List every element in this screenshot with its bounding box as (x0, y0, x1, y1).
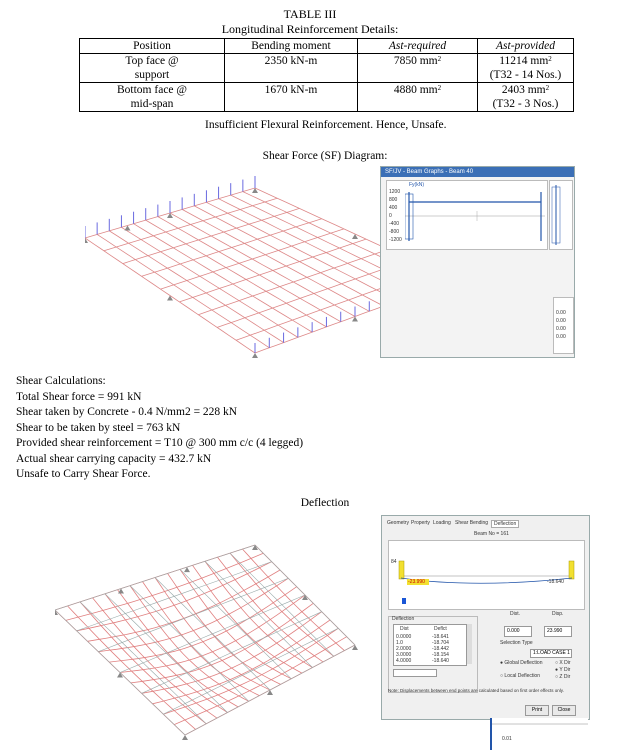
list-dist: 2.0000 (396, 646, 412, 652)
plot-marker: 84 (391, 559, 397, 565)
list-defl: -18.154 (432, 652, 449, 658)
sf-title: Shear Force (SF) Diagram: (262, 150, 388, 162)
bottom-graph-strip (490, 718, 588, 750)
cell-moment: 1670 kN-m (225, 83, 358, 112)
sf-side-value: 0.00 (556, 318, 566, 324)
col-dist: Dist (400, 626, 409, 632)
sf-side-scale (549, 180, 573, 250)
deflection-plot (388, 540, 585, 610)
sf-tick: 800 (389, 197, 398, 203)
dist-label: Dist. (510, 611, 520, 617)
sf-axis-label: Fy(kN) (409, 182, 424, 188)
sf-tick: 1200 (389, 189, 401, 195)
shear-calc-heading: Shear Calculations: (16, 375, 106, 387)
cell-moment: 2350 kN-m (225, 54, 358, 83)
close-button[interactable]: Close (552, 705, 576, 716)
right-deflection-value: -18.640 (547, 579, 564, 585)
table-row (80, 83, 574, 112)
col-deflct: Deflct (434, 626, 447, 632)
deflection-title: Deflection (300, 497, 350, 509)
header-ast-required: Ast-required (358, 39, 478, 54)
header-bending-moment: Bending moment (225, 39, 358, 54)
deflection-dialog (381, 515, 590, 720)
sf-curve (405, 189, 545, 244)
selection-type-label: Selection Type (500, 640, 533, 646)
sf-plot-area (386, 180, 548, 250)
shear-calc-line: Unsafe to Carry Shear Force. (16, 468, 151, 480)
sf-window-title: SF/JV - Beam Graphs - Beam 40 (381, 167, 574, 177)
cell-provided: 2403 $mm^2$ (T32 - 3 Nos.) (478, 83, 574, 112)
sf-tick: -400 (389, 221, 400, 227)
tab-property[interactable]: Property (411, 520, 430, 526)
deflection-list[interactable] (393, 624, 467, 666)
cell-required: 4880 $mm^2$ (358, 83, 478, 112)
cell-position: Bottom face @ mid-span (80, 83, 225, 112)
tab-deflection[interactable]: Deflection (491, 520, 519, 528)
table-header-row (80, 39, 574, 54)
list-dist: 0.0000 (396, 634, 412, 640)
sf-tick: -1200 (389, 237, 402, 243)
header-position: Position (80, 39, 225, 54)
shear-calc-line: Actual shear carrying capacity = 432.7 kN (16, 452, 212, 465)
beam-number: Beam No = 161 (474, 531, 509, 537)
shear-calc-line: Shear taken by Concrete - 0.4 N/mm2 = 228 kN (16, 406, 238, 418)
z-dir-radio[interactable]: ○ Z Dir (555, 674, 571, 680)
list-defl: -18.704 (432, 640, 449, 646)
shear-calc-line: Shear to be taken by steel = 763 kN (16, 421, 181, 434)
local-deflection-radio[interactable]: ○ Local Deflection (500, 673, 540, 679)
sf-graph-window (380, 166, 575, 358)
load-case-select[interactable]: 1:LOAD CASE 1 (530, 649, 572, 658)
deflection-input[interactable] (393, 669, 437, 677)
tab-loading[interactable]: Loading (433, 520, 451, 526)
shear-calc-line: Total Shear force = 991 kN (16, 390, 142, 403)
deflection-group-label: Deflection (392, 616, 415, 622)
list-dist: 1.0 (396, 640, 403, 646)
table-caption: TABLE III (283, 7, 337, 21)
disp-field[interactable]: 23.990 (544, 626, 572, 637)
y-dir-radio[interactable]: ● Y Dir (555, 667, 571, 673)
shear-calculations (16, 374, 303, 483)
cell-position: Top face @ support (80, 54, 225, 83)
list-scrollbar[interactable] (467, 624, 472, 664)
tab-shear-bending[interactable]: Shear Bending (455, 520, 489, 526)
sf-tick: 0 (389, 213, 392, 219)
header-ast-provided: Ast-provided (478, 39, 574, 54)
list-dist: 3.0000 (396, 652, 412, 658)
sf-side-value: 0.00 (556, 326, 566, 332)
sf-side-value: 0.00 (556, 334, 566, 340)
deflection-slab-model (55, 540, 365, 745)
bottom-tick: 0.01 (502, 736, 512, 742)
sf-side-value: 0.00 (556, 310, 566, 316)
shear-calc-line: Provided shear reinforcement = T10 @ 300 mm c/c (4 legged) (16, 437, 304, 449)
table-note: Insufficient Flexural Reinforcement. Hence, Unsafe. (205, 119, 447, 131)
position-slider-handle[interactable] (402, 598, 406, 604)
list-defl: -18.640 (432, 658, 449, 664)
disp-label: Disp. (552, 611, 564, 617)
sf-tick: 400 (389, 205, 398, 211)
displacement-note: Note: Displacements between end points are calculated based on first order effects only. (388, 688, 564, 693)
reinforcement-table (79, 38, 574, 112)
sf-side-values (553, 297, 574, 354)
list-defl: -18.442 (432, 646, 449, 652)
left-deflection-value: -23.990 (408, 579, 425, 585)
cell-required: 7850 $mm^2$ (358, 54, 478, 83)
sf-tick: -800 (389, 229, 400, 235)
table-subtitle: Longitudinal Reinforcement Details: (221, 22, 399, 36)
x-dir-radio[interactable]: ○ X Dir (555, 660, 571, 666)
tab-geometry[interactable]: Geometry (387, 520, 409, 526)
dist-field[interactable]: 0.000 (504, 626, 532, 637)
deflection-group (388, 616, 478, 693)
table-row (80, 54, 574, 83)
global-deflection-radio[interactable]: ● Global Deflection (500, 660, 543, 666)
list-defl: -18.641 (432, 634, 449, 640)
cell-provided: 11214 $mm^2$ (T32 - 14 Nos.) (478, 54, 574, 83)
list-dist: 4.0000 (396, 658, 412, 664)
deflection-tabs (385, 519, 585, 528)
print-button[interactable]: Print (525, 705, 549, 716)
